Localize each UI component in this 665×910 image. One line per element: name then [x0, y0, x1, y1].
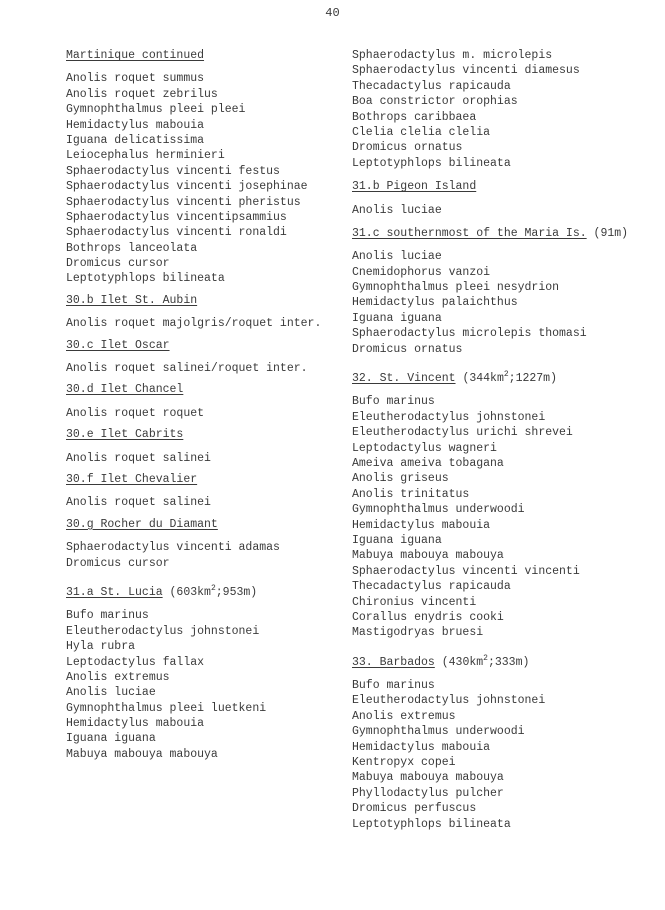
species-item: Bufo marinus: [352, 395, 435, 409]
page-number: 40: [325, 6, 340, 20]
species-item: Anolis roquet salinei: [66, 496, 211, 510]
species-item: Anolis trinitatus: [352, 487, 470, 501]
species-item: Phyllodactylus pulcher: [352, 786, 504, 800]
species-item: Anolis extremus: [352, 709, 456, 723]
species-item: Ameiva ameiva tobagana: [352, 456, 504, 470]
species-item: Sphaerodactylus m. microlepis: [352, 49, 553, 62]
species-item: Bothrops lanceolata: [66, 241, 198, 255]
species-item: Thecadactylus rapicauda: [352, 79, 511, 93]
species-item: Sphaerodactylus vincenti vincenti: [352, 564, 580, 578]
species-item: Leptodactylus fallax: [66, 655, 205, 669]
species-item: Sphaerodactylus vincentipsammius: [66, 210, 287, 224]
section-heading-33: [352, 655, 657, 670]
species-item: Eleutherodactylus urichi shrevei: [352, 426, 573, 440]
species-item: Sphaerodactylus vincenti josephinae: [66, 180, 308, 194]
species-item: Anolis luciae: [66, 686, 156, 700]
species-item: Gymnophthalmus pleei luetkeni: [66, 701, 267, 715]
species-item: Bufo marinus: [352, 679, 435, 693]
species-item: Mabuya mabouya mabouya: [352, 549, 504, 563]
section-heading-30f: 30.f Ilet Chevalier: [66, 472, 198, 486]
species-item: Leptotyphlops bilineata: [352, 817, 511, 831]
species-item: Anolis roquet summus: [66, 72, 205, 86]
section-heading-31c-title: 31.c southernmost of the Maria Is.: [352, 226, 587, 240]
left-column: [66, 48, 341, 762]
species-item: Bufo marinus: [66, 609, 149, 623]
species-item: Sphaerodactylus vincenti adamas: [66, 541, 280, 555]
species-list-33: [352, 678, 657, 832]
species-list-31a: [66, 608, 341, 762]
species-item: Dromicus cursor: [66, 257, 170, 271]
species-item: Mabuya mabouya mabouya: [352, 771, 504, 785]
species-item: Leiocephalus herminieri: [66, 149, 225, 163]
species-item: Hemidactylus mabouia: [66, 717, 205, 731]
species-item: Sphaerodactylus vincenti ronaldi: [66, 226, 287, 240]
species-item: Hyla rubra: [66, 640, 136, 654]
species-item: Thecadactylus rapicauda: [352, 580, 511, 594]
section-heading-30b: 30.b Ilet St. Aubin: [66, 293, 198, 307]
species-item: Gymnophthalmus underwoodi: [352, 503, 525, 517]
species-item: Anolis roquet zebrilus: [66, 87, 218, 101]
species-item: Anolis roquet salinei: [66, 451, 211, 465]
species-item: Hemidactylus palaichthus: [352, 296, 518, 310]
section-heading-30e: 30.e Ilet Cabrits: [66, 428, 184, 442]
section-heading-32: [352, 371, 657, 386]
species-item: Gymnophthalmus pleei nesydrion: [352, 281, 560, 295]
species-item: Dromicus perfuscus: [352, 802, 477, 816]
species-item: Leptodactylus wagneri: [352, 441, 497, 455]
section-heading-33-title: 33. Barbados: [352, 655, 435, 669]
area-elevation: $(344km^2;1227m)$: [462, 370, 557, 386]
species-item: Bothrops caribbaea: [352, 110, 477, 124]
species-item: Kentropyx copei: [352, 756, 456, 770]
species-item: Dromicus ornatus: [352, 342, 463, 356]
species-item: Sphaerodactylus vincenti diamesus: [352, 64, 580, 78]
species-item: Anolis extremus: [66, 670, 170, 684]
species-list-martinique: [66, 71, 341, 286]
species-item: Cnemidophorus vanzoi: [352, 265, 491, 279]
section-heading-30c: 30.c Ilet Oscar: [66, 338, 170, 352]
section-heading-martinique: Martinique continued: [66, 49, 205, 62]
species-item: Iguana iguana: [352, 311, 442, 325]
species-item: Leptotyphlops bilineata: [352, 156, 511, 170]
species-item: Sphaerodactylus vincenti festus: [66, 164, 280, 178]
species-list-32: [352, 394, 657, 640]
section-heading-31c: [352, 226, 657, 241]
species-item: Hemidactylus mabouia: [66, 118, 205, 132]
area-elevation: $(603km^2;953m)$: [169, 584, 258, 599]
species-item: Leptotyphlops bilineata: [66, 272, 225, 286]
species-item: Iguana delicatissima: [66, 133, 205, 147]
species-list-31c: [352, 249, 657, 357]
species-item: Iguana iguana: [352, 533, 442, 547]
species-item: Eleutherodactylus johnstonei: [352, 694, 546, 708]
species-item: Sphaerodactylus microlepis thomasi: [352, 327, 587, 341]
species-item: Clelia clelia clelia: [352, 125, 491, 139]
species-item: Corallus enydris cooki: [352, 610, 504, 624]
species-item: Anolis luciae: [352, 203, 442, 217]
species-item: Anolis roquet roquet: [66, 406, 205, 420]
species-item: Sphaerodactylus vincenti pheristus: [66, 195, 301, 209]
species-item: Eleutherodactylus johnstonei: [352, 410, 546, 424]
species-item: Anolis roquet majolgris/roquet inter.: [66, 317, 322, 331]
species-item: Chironius vincenti: [352, 595, 477, 609]
species-item: Dromicus ornatus: [352, 141, 463, 155]
species-item: Eleutherodactylus johnstonei: [66, 624, 260, 638]
right-column: [352, 48, 657, 832]
section-heading-30d: 30.d Ilet Chancel: [66, 383, 184, 397]
species-item: Anolis griseus: [352, 472, 449, 486]
species-item: Anolis luciae: [352, 250, 442, 264]
species-item: Iguana iguana: [66, 732, 156, 746]
species-item: Mabuya mabouya mabouya: [66, 747, 218, 761]
section-heading-30g: 30.g Rocher du Diamant: [66, 517, 218, 531]
section-heading-31a-title: 31.a St. Lucia: [66, 585, 163, 599]
species-item: Gymnophthalmus pleei pleei: [66, 103, 246, 117]
species-item: Gymnophthalmus underwoodi: [352, 725, 525, 739]
section-heading-31a: [66, 585, 341, 600]
species-item: Dromicus cursor: [66, 556, 170, 570]
species-item: Hemidactylus mabouia: [352, 740, 491, 754]
species-item: Boa constrictor orophias: [352, 95, 518, 109]
species-item: Mastigodryas bruesi: [352, 626, 484, 640]
species-item: Anolis roquet salinei/roquet inter.: [66, 362, 308, 376]
species-list-31a-continued: [352, 48, 657, 171]
section-heading-31b: 31.b Pigeon Island: [352, 180, 477, 194]
section-heading-32-title: 32. St. Vincent: [352, 372, 456, 386]
area-elevation: $(430km^2;333m)$: [441, 653, 530, 669]
species-item: Hemidactylus mabouia: [352, 518, 491, 532]
elevation: (91m): [593, 226, 629, 240]
